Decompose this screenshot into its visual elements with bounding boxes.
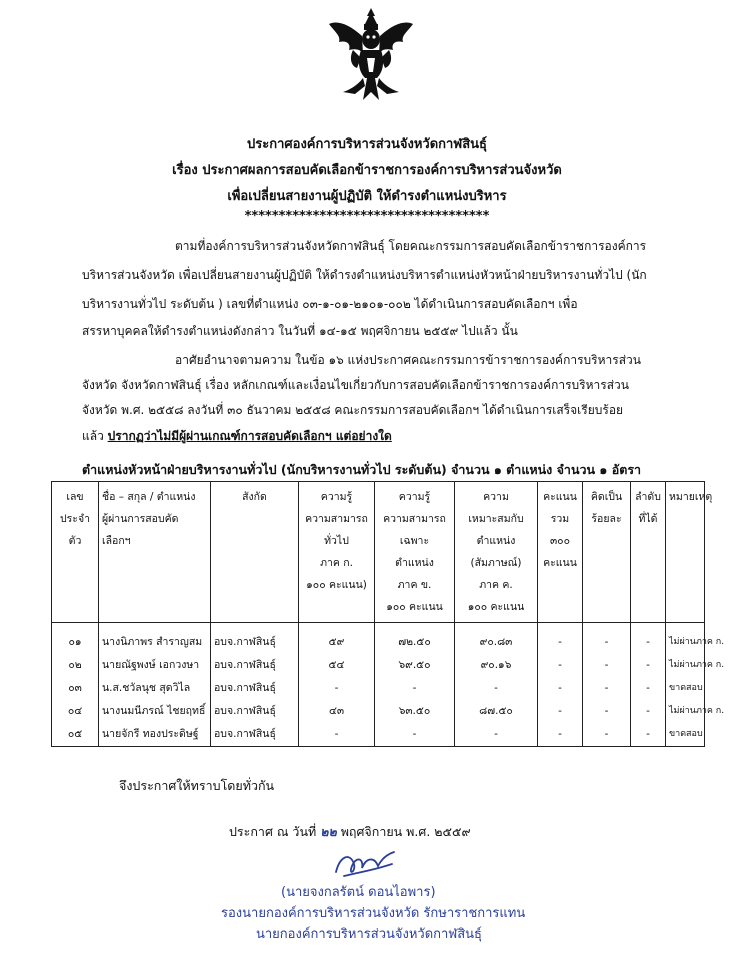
date-prefix: ประกาศ ณ วันที่ — [229, 824, 317, 839]
announcement-subject-line2: เพื่อเปลี่ยนสายงานผู้ปฏิบัติ ให้ดำรงตำแหน่งบริหาร — [227, 189, 507, 204]
header-line: ภาค ข. — [397, 579, 432, 591]
header-line: ที่ได้ — [638, 513, 658, 525]
header-line: เหมาะสมกับ — [468, 513, 524, 525]
paragraph-2-line-3: จังหวัด พ.ศ. ๒๕๕๘ ลงวันที่ ๓๐ ธันวาคม ๒๕๕๘ คณะกรรมการสอบคัดเลือกฯ ได้ดำเนินการเสร็จเรียบร้อย — [82, 403, 624, 417]
id-cell: ๐๓ — [68, 682, 82, 694]
percent-cell: - — [604, 659, 609, 671]
column-part-c — [455, 623, 538, 747]
signer-title: รองนายกองค์การบริหารส่วนจังหวัด รักษาราชการแทน — [221, 906, 526, 921]
id-cell: ๐๒ — [68, 659, 82, 671]
name-cell: นายจักรี ทองประดิษฐ์ — [102, 728, 199, 740]
remark-cell: ไม่ผ่านภาค ก. — [669, 637, 725, 647]
score-a-cell: - — [334, 728, 339, 740]
header-line: ตำแหน่ง — [476, 535, 516, 547]
closing-statement: จึงประกาศให้ทราบโดยทั่วกัน — [119, 778, 275, 793]
name-cell: น.ส.ชวัลนุช สุดวิไล — [102, 682, 191, 694]
paragraph-2-prefix: แล้ว — [82, 429, 108, 443]
total-cell: - — [558, 659, 562, 671]
column-part-b — [375, 623, 455, 747]
header-line: เลข — [66, 491, 84, 503]
date-suffix: พฤศจิกายน พ.ศ. ๒๕๕๙ — [340, 824, 471, 839]
agency-cell: อบจ.กาฬสินธุ์ — [214, 636, 276, 648]
handwritten-signature — [330, 846, 400, 880]
column-ids — [52, 623, 99, 747]
header-line: ๑๐๐ คะแนน) — [306, 579, 367, 591]
score-b-cell: - — [412, 728, 417, 740]
score-c-cell: - — [494, 682, 498, 694]
id-cell: ๐๔ — [67, 705, 83, 717]
header-line: หมายเหตุ — [669, 491, 713, 503]
header-line: ความสามารถ — [383, 513, 446, 525]
name-cell: นางนิภาพร สำราญสม — [102, 636, 203, 648]
header-part-a — [299, 482, 375, 623]
remark-cell: ไม่ผ่านภาค ก. — [669, 660, 725, 670]
header-name — [99, 482, 211, 623]
header-line: ภาค ก. — [320, 557, 353, 569]
header-line: ความสามารถ — [305, 513, 368, 525]
header-line: ผู้ผ่านการสอบคัดเลือกฯ — [102, 513, 179, 547]
rank-cell: - — [646, 636, 650, 648]
paragraph-1-line-1: ตามที่องค์การบริหารส่วนจังหวัดกาฬสินธุ์ โดยคณะกรรมการสอบคัดเลือกข้าราชการองค์การ — [175, 239, 647, 253]
results-table — [51, 481, 725, 747]
rank-cell: - — [646, 705, 650, 717]
header-id — [52, 482, 99, 623]
column-total — [538, 623, 583, 747]
name-cell: นางนมนีภรณ์ ไชยฤทธิ์ — [102, 705, 206, 717]
header-line: ร้อยละ — [591, 513, 622, 525]
paragraph-2-line-2: จังหวัด จังหวัดกาฬสินธุ์ เรื่อง หลักเกณฑ์และเงื่อนไขเกี่ยวกับการสอบคัดเลือกข้าราชการองค์การบริหารส่วน — [82, 378, 629, 392]
column-rank — [631, 623, 666, 747]
score-c-cell: ๘๗.๕๐ — [479, 705, 513, 717]
remark-cell: ไม่ผ่านภาค ก. — [669, 706, 725, 716]
percent-cell: - — [604, 705, 609, 717]
date-day-handwritten: ๒๒ — [320, 824, 337, 839]
table-body-row — [52, 623, 705, 747]
score-a-cell: ๕๔ — [328, 659, 345, 671]
announcement-subject: เรื่อง ประกาศผลการสอบคัดเลือกข้าราชการองค์การบริหารส่วนจังหวัด — [172, 163, 562, 178]
score-a-cell: ๕๙ — [328, 636, 345, 648]
header-line: ประจำตัว — [60, 513, 90, 547]
rank-cell: - — [646, 682, 650, 694]
header-part-c — [455, 482, 538, 623]
column-agencies — [211, 623, 299, 747]
percent-cell: - — [604, 682, 609, 694]
header-agency — [211, 482, 299, 623]
header-remarks — [666, 482, 713, 623]
header-line: ๑๐๐ คะแนน — [467, 601, 525, 613]
result-statement: ปรากฏว่าไม่มีผู้ผ่านเกณฑ์การสอบคัดเลือกฯ แต่อย่างใด — [107, 429, 392, 443]
score-c-cell: ๙๐.๑๖ — [480, 659, 512, 671]
remark-cell: ขาดสอบ — [669, 683, 703, 693]
header-line: เฉพาะ — [399, 535, 430, 547]
header-line: ภาค ค. — [479, 579, 513, 591]
score-b-cell: ๖๙.๕๐ — [398, 659, 431, 671]
announcement-date — [229, 822, 471, 842]
paragraph-1-line-2: บริหารส่วนจังหวัด เพื่อเปลี่ยนสายงานผู้ปฏิบัติ ให้ดำรงตำแหน่งบริหารตำแหน่งหัวหน้าฝ่ายบริหารงานทั่วไป (นัก — [82, 268, 647, 282]
rank-cell: - — [646, 728, 650, 740]
score-c-cell: - — [494, 728, 498, 740]
total-cell: - — [558, 705, 562, 717]
agency-cell: อบจ.กาฬสินธุ์ — [214, 705, 276, 717]
name-cell: นายณัฐพงษ์ เอกวงษา — [102, 659, 200, 671]
header-line: ๓๐๐ — [550, 535, 570, 547]
score-b-cell: ๗๒.๕๐ — [398, 636, 431, 648]
header-line: ความ — [483, 491, 509, 503]
agency-cell: อบจ.กาฬสินธุ์ — [214, 682, 276, 694]
paragraph-1-line-4: สรรหาบุคคลให้ดำรงตำแหน่งดังกล่าว ในวันที่ ๑๔-๑๕ พฤศจิกายน ๒๕๕๙ ไปแล้ว นั้น — [82, 324, 518, 338]
column-part-a — [299, 623, 375, 747]
header-line: ลำดับ — [635, 491, 661, 503]
header-line: ทั่วไป — [324, 535, 349, 547]
column-names — [99, 623, 211, 747]
table-header-row — [52, 482, 705, 623]
percent-cell: - — [604, 636, 609, 648]
header-line: สังกัด — [242, 491, 267, 503]
paragraph-2-line-4 — [82, 423, 392, 449]
score-b-cell: ๖๓.๕๐ — [398, 705, 431, 717]
header-line: (สัมภาษณ์) — [470, 557, 522, 569]
garuda-emblem-icon — [327, 6, 415, 104]
remark-cell: ขาดสอบ — [669, 729, 703, 739]
rank-cell: - — [646, 659, 650, 671]
score-c-cell: ๙๐.๘๓ — [479, 636, 513, 648]
header-part-b — [375, 482, 455, 623]
column-remarks — [666, 623, 725, 747]
header-line: คิดเป็น — [590, 491, 623, 503]
agency-cell: อบจ.กาฬสินธุ์ — [214, 659, 276, 671]
total-cell: - — [558, 728, 562, 740]
header-line: ๑๐๐ คะแนน — [386, 601, 443, 613]
header-line: ชื่อ – สกุล / ตำแหน่ง — [102, 491, 196, 503]
header-line: ความรู้ — [320, 491, 353, 503]
header-line: ความรู้ — [398, 491, 431, 503]
table-title: ตำแหน่งหัวหน้าฝ่ายบริหารงานทั่วไป (นักบริหารงานทั่วไป ระดับต้น) จำนวน ๑ ตำแหน่ง จำนวน ๑ อัตรา — [82, 462, 642, 477]
header-line: คะแนน — [543, 557, 577, 569]
signer-name: (นายจงกลรัตน์ ดอนไอพาร) — [281, 885, 436, 900]
header-total — [538, 482, 583, 623]
paragraph-1-line-3: บริหารงานทั่วไป ระดับต้น ) เลขที่ตำแหน่ง ๐๓-๑-๐๑-๒๑๐๑-๐๐๒ ได้ดำเนินการสอบคัดเลือกฯ เพื่อ — [82, 297, 578, 311]
total-cell: - — [558, 682, 562, 694]
announcement-issuer: ประกาศองค์การบริหารส่วนจังหวัดกาฬสินธุ์ — [247, 137, 487, 152]
id-cell: ๐๑ — [68, 636, 82, 648]
header-rank — [631, 482, 666, 623]
header-divider: ************************************ — [244, 209, 490, 224]
paragraph-2-line-1: อาศัยอำนาจตามความ ในข้อ ๑๖ แห่งประกาศคณะกรรมการข้าราชการองค์การบริหารส่วน — [175, 353, 641, 367]
score-b-cell: - — [412, 682, 417, 694]
header-percent — [583, 482, 631, 623]
score-a-cell: - — [334, 682, 339, 694]
header-line: ตำแหน่ง — [395, 557, 434, 569]
score-a-cell: ๔๓ — [328, 705, 345, 717]
column-percent — [583, 623, 631, 747]
header-line: รวม — [550, 513, 570, 525]
total-cell: - — [558, 636, 562, 648]
agency-cell: อบจ.กาฬสินธุ์ — [214, 728, 276, 740]
header-line: คะแนน — [543, 491, 577, 503]
id-cell: ๐๕ — [67, 728, 83, 740]
percent-cell: - — [604, 728, 609, 740]
signer-title-line2: นายกองค์การบริหารส่วนจังหวัดกาฬสินธุ์ — [256, 927, 482, 942]
